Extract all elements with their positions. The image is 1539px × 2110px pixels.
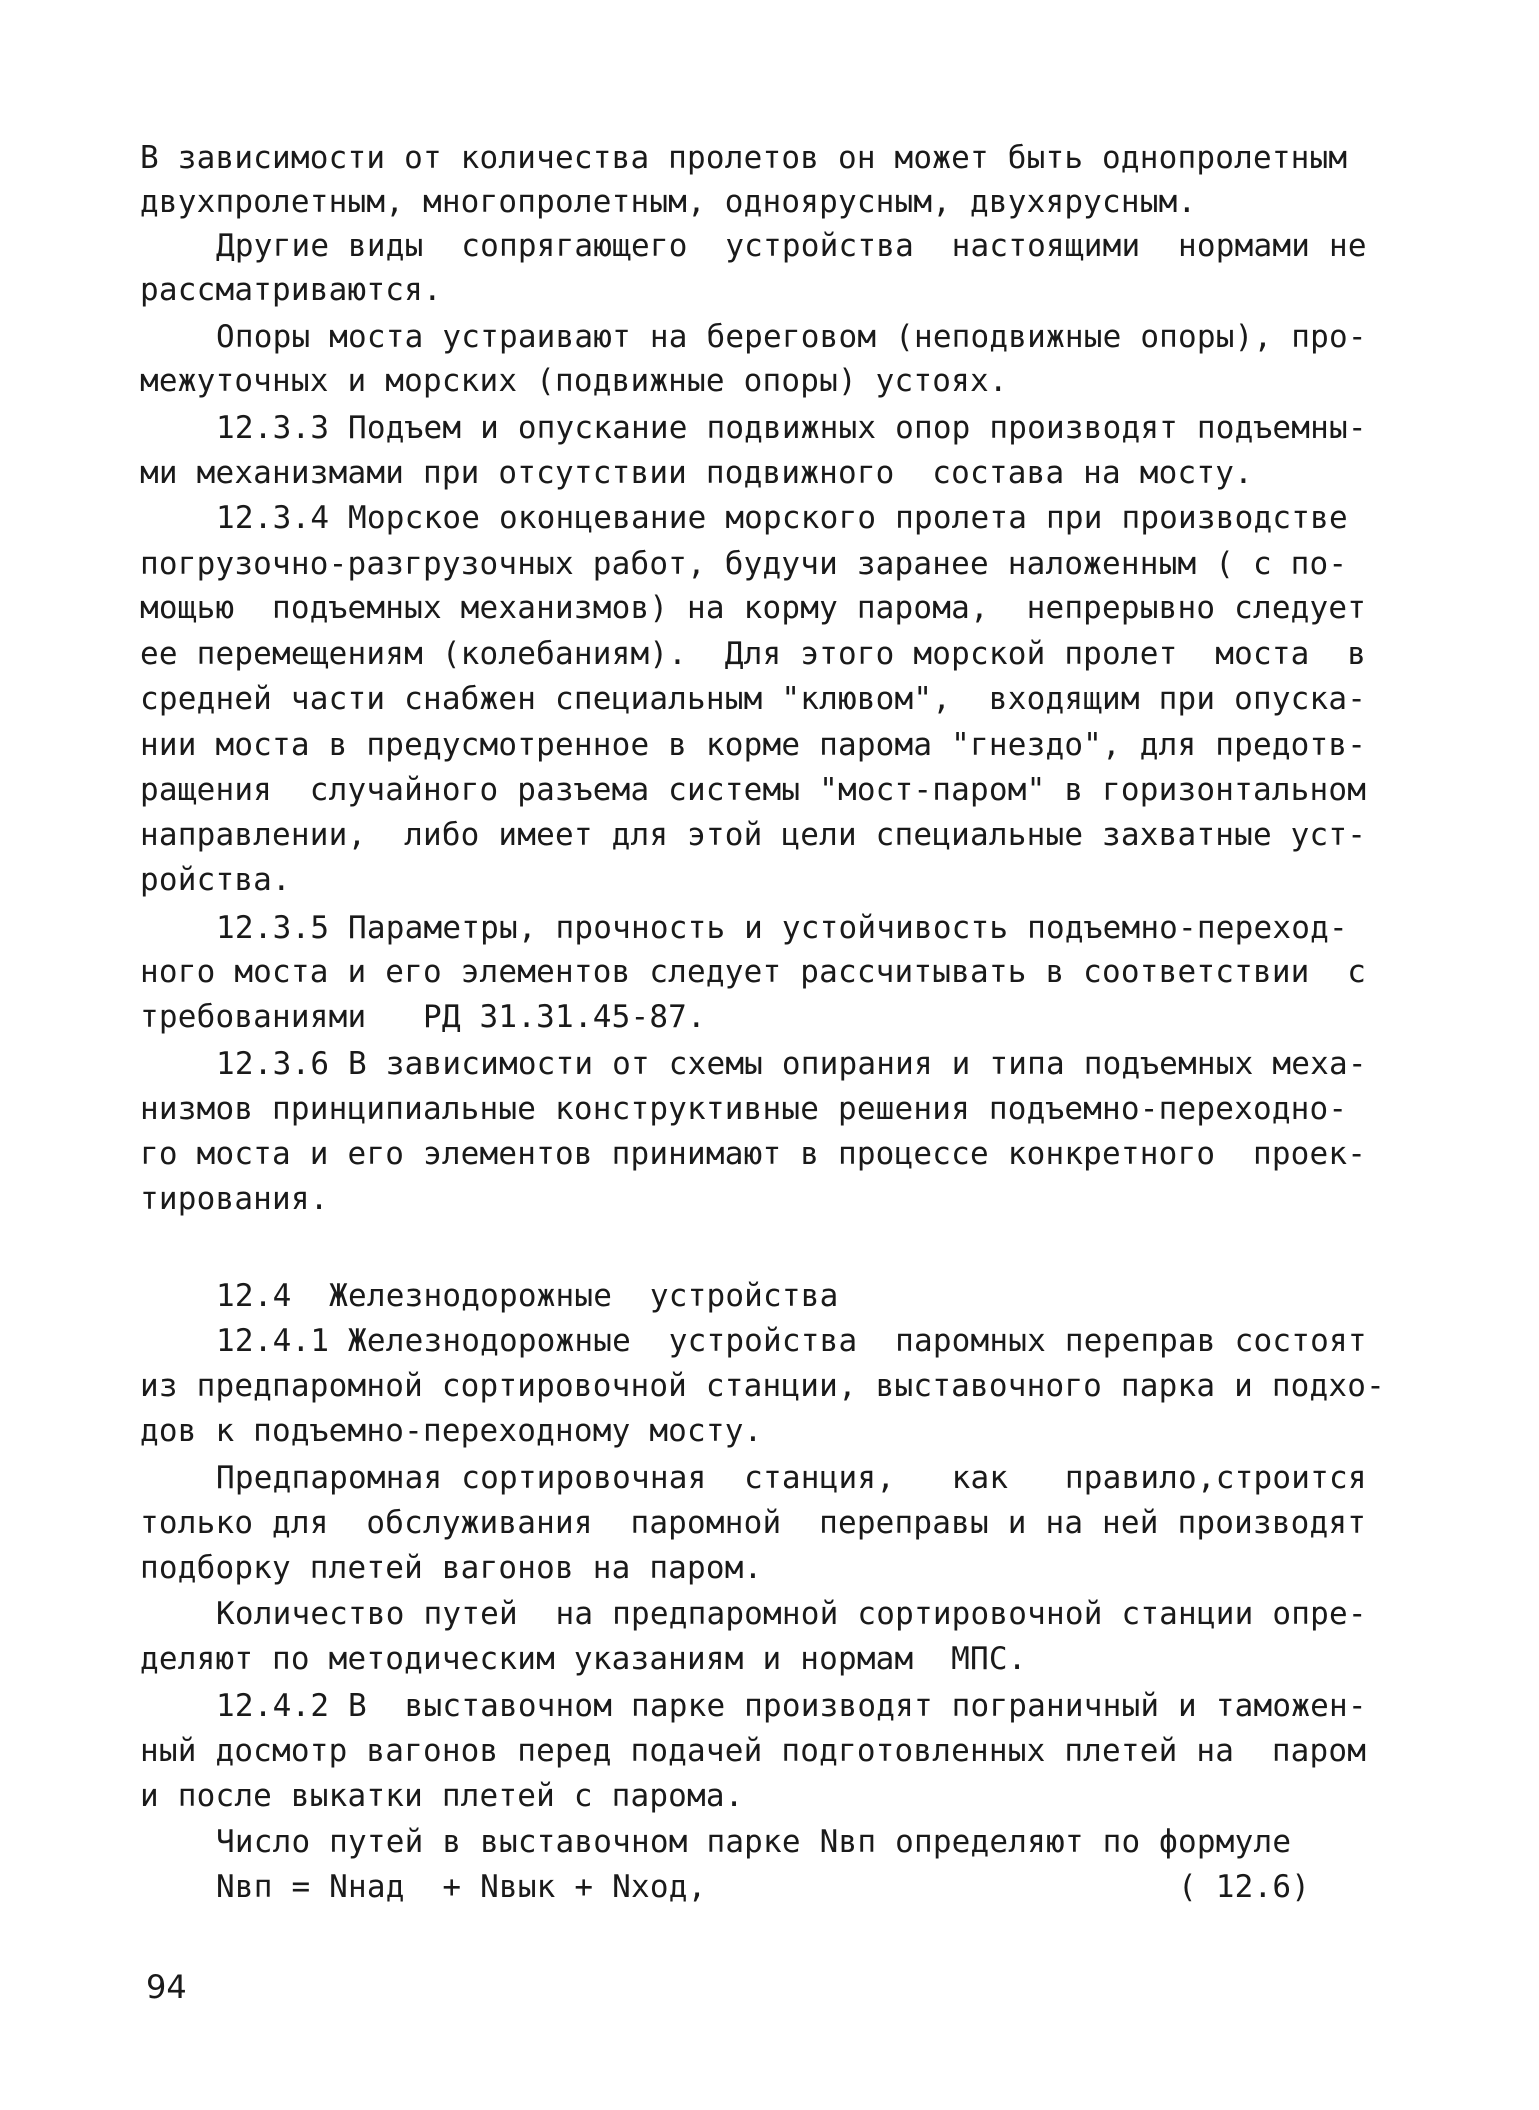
text-line: Предпаромная сортировочная станция, как правило,строится [216, 1460, 1367, 1496]
text-line: 12.3.3 Подъем и опускание подвижных опор производят подъемны- [216, 410, 1367, 446]
text-line: ного моста и его элементов следует рассчитывать в соответствии с [140, 954, 1367, 990]
text-line: Количество путей на предпаромной сортировочной станции опре- [216, 1596, 1367, 1632]
text-line: дов к подъемно-переходному мосту. [140, 1413, 763, 1449]
page-number: 94 [146, 1968, 187, 2006]
text-line: рассматриваются. [140, 272, 442, 308]
text-line: тирования. [140, 1181, 329, 1217]
text-line: только для обслуживания паромной переправы и на ней производят [140, 1505, 1367, 1541]
text-line: В зависимости от количества пролетов он может быть однопролетным [140, 140, 1348, 176]
text-line: го моста и его элементов принимают в процессе конкретного проек- [140, 1136, 1367, 1172]
text-line: подборку плетей вагонов на паром. [140, 1550, 763, 1586]
text-line: Опоры моста устраивают на береговом (неподвижные опоры), про- [216, 319, 1367, 355]
text-line: направлении, либо имеет для этой цели специальные захватные уст- [140, 817, 1367, 853]
section-heading: 12.4 Железнодорожные устройства [216, 1278, 839, 1314]
formula-line: Nвп = Nнад + Nвык + Nход, ( 12.6) [216, 1869, 1311, 1905]
text-line: деляют по методическим указаниям и нормам МПС. [140, 1641, 1027, 1677]
text-line: межуточных и морских (подвижные опоры) устоях. [140, 363, 1008, 399]
text-line: требованиями РД 31.31.45-87. [140, 999, 706, 1035]
text-line: нии моста в предусмотренное в корме парома "гнездо", для предотв- [140, 727, 1367, 763]
text-line: ее перемещениям (колебаниям). Для этого морской пролет моста в [140, 636, 1367, 672]
text-line: средней части снабжен специальным "клювом", входящим при опуска- [140, 681, 1367, 717]
text-line: ный досмотр вагонов перед подачей подготовленных плетей на паром [140, 1733, 1367, 1769]
text-line: ращения случайного разъема системы "мост-паром" в горизонтальном [140, 772, 1367, 808]
text-line: 12.4.1 Железнодорожные устройства паромных переправ состоят [216, 1323, 1367, 1359]
text-line: из предпаромной сортировочной станции, выставочного парка и подхо- [140, 1368, 1385, 1404]
text-line: двухпролетным, многопролетным, одноярусным, двухярусным. [140, 184, 1197, 220]
text-line: 12.3.6 В зависимости от схемы опирания и типа подъемных меха- [216, 1046, 1367, 1082]
text-line: погрузочно-разгрузочных работ, будучи заранее наложенным ( с по- [140, 546, 1348, 582]
text-line: ми механизмами при отсутствии подвижного состава на мосту. [140, 455, 1253, 491]
text-line: 12.4.2 В выставочном парке производят пограничный и таможен- [216, 1688, 1367, 1724]
text-line: ройства. [140, 862, 291, 898]
text-line: Другие виды сопрягающего устройства настоящими нормами не [216, 228, 1367, 264]
text-line: и после выкатки плетей с парома. [140, 1778, 744, 1814]
text-line: низмов принципиальные конструктивные решения подъемно-переходно- [140, 1091, 1348, 1127]
text-line: мощью подъемных механизмов) на корму парома, непрерывно следует [140, 590, 1367, 626]
text-line: 12.3.4 Морское оконцевание морского пролета при производстве [216, 500, 1348, 536]
text-line: 12.3.5 Параметры, прочность и устойчивость подъемно-переход- [216, 910, 1348, 946]
text-line: Число путей в выставочном парке Nвп определяют по формуле [216, 1824, 1292, 1860]
